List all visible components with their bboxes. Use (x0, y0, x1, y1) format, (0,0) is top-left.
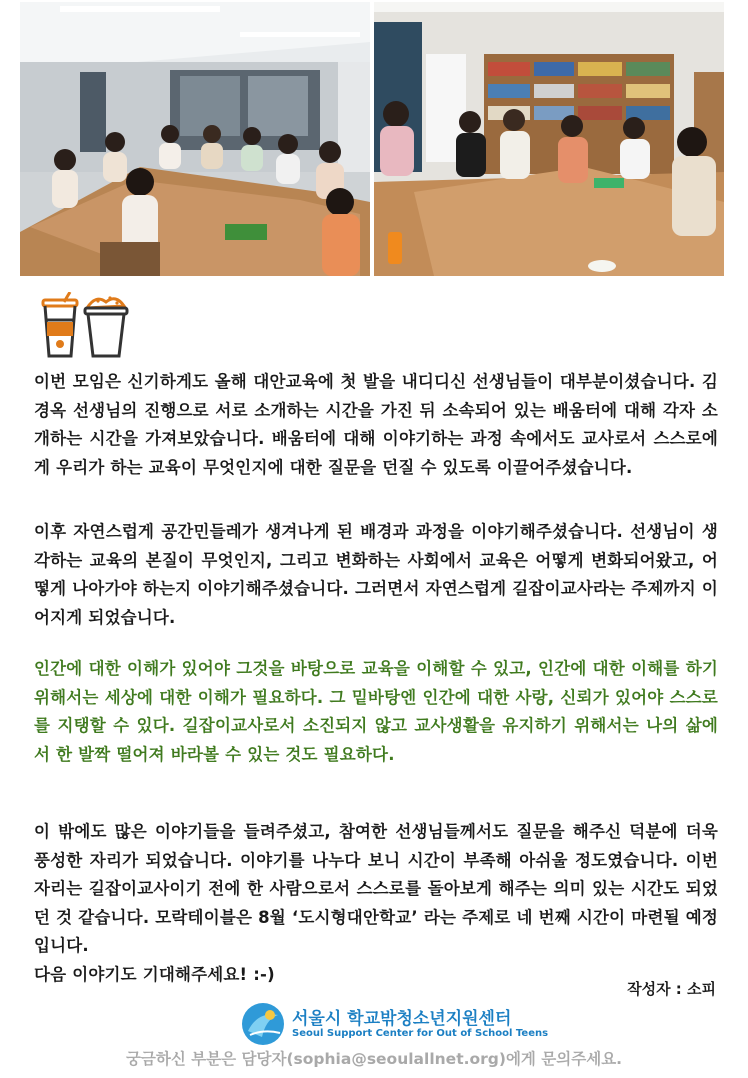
center-name-english: Seoul Support Center for Out of School Teens (292, 1028, 549, 1039)
center-name-korean: 서울시 학교밖청소년지원센터 (292, 1009, 512, 1029)
drink-cups-icon (36, 292, 136, 362)
photo-strip (20, 2, 724, 276)
author-credit: 작성자 : 소피 (627, 980, 716, 998)
meeting-photo-right (374, 2, 724, 276)
closing-text: 이 밖에도 많은 이야기들을 들려주셨고, 참여한 선생님들께서도 질문을 해주신 덕분에 더욱 풍성한 자리가 되었습니다. 이야기를 나누다 보니 시간이 부족해 아쉬울 정도였습니다. 이번 자리는 길잡이교사이기 전에 한 사람으로서 스스로를 돌아보게 해주는 의미 있는 시간도 되었던 것 같습니다. 모락테이블은 8월 ‘도시형대안학교’ 라는 주제로 네 번째 시간이 마련될 예정입니다. (34, 822, 718, 955)
center-logo-icon (240, 1001, 286, 1047)
contact-footer: 궁금하신 부분은 담당자(sophia@seoulallnet.org)에게 문의주세요. (125, 1050, 623, 1068)
highlight-quote: 인간에 대한 이해가 있어야 그것을 바탕으로 교육을 이해할 수 있고, 인간에 대한 이해를 하기 위해서는 세상에 대한 이해가 필요하다. 그 밑바탕엔 인간에 대한 사랑, 신뢰가 있어야 스스로를 지탱할 수 있다. 길잡이교사로서 소진되지 않고 교사생활을 유지하기 위해서는 나의 삶에서 한 발짝 떨어져 바라볼 수 있는 것도 필요하다. (34, 659, 718, 764)
paragraph-closing (34, 818, 718, 989)
paragraph-intro: 이번 모임은 신기하게도 올해 대안교육에 첫 발을 내디디신 선생님들이 대부분이셨습니다. 김경옥 선생님의 진행으로 서로 소개하는 시간을 가진 뒤 소속되어 있는 배움터에 대해 각자 소개하는 시간을 가져보았습니다. 배움터에 대해 이야기하는 과정 속에서도 교사로서 스스로에게 우리가 하는 교육이 무엇인지에 대한 질문을 던질 수 있도록 이끌어주셨습니다. (34, 372, 718, 477)
paragraph-background: 이후 자연스럽게 공간민들레가 생겨나게 된 배경과 과정을 이야기해주셨습니다. 선생님이 생각하는 교육의 본질이 무엇인지, 그리고 변화하는 사회에서 교육은 어떻게 변화되어왔고, 어떻게 나아가야 하는지 이야기해주셨습니다. 그러면서 자연스럽게 길잡이교사라는 주제까지 이어지게 되었습니다. (34, 522, 718, 627)
center-logo (240, 1001, 549, 1047)
closing-tagline: 다음 이야기도 기대해주세요! :-) (34, 964, 275, 984)
meeting-photo-left (20, 2, 370, 276)
